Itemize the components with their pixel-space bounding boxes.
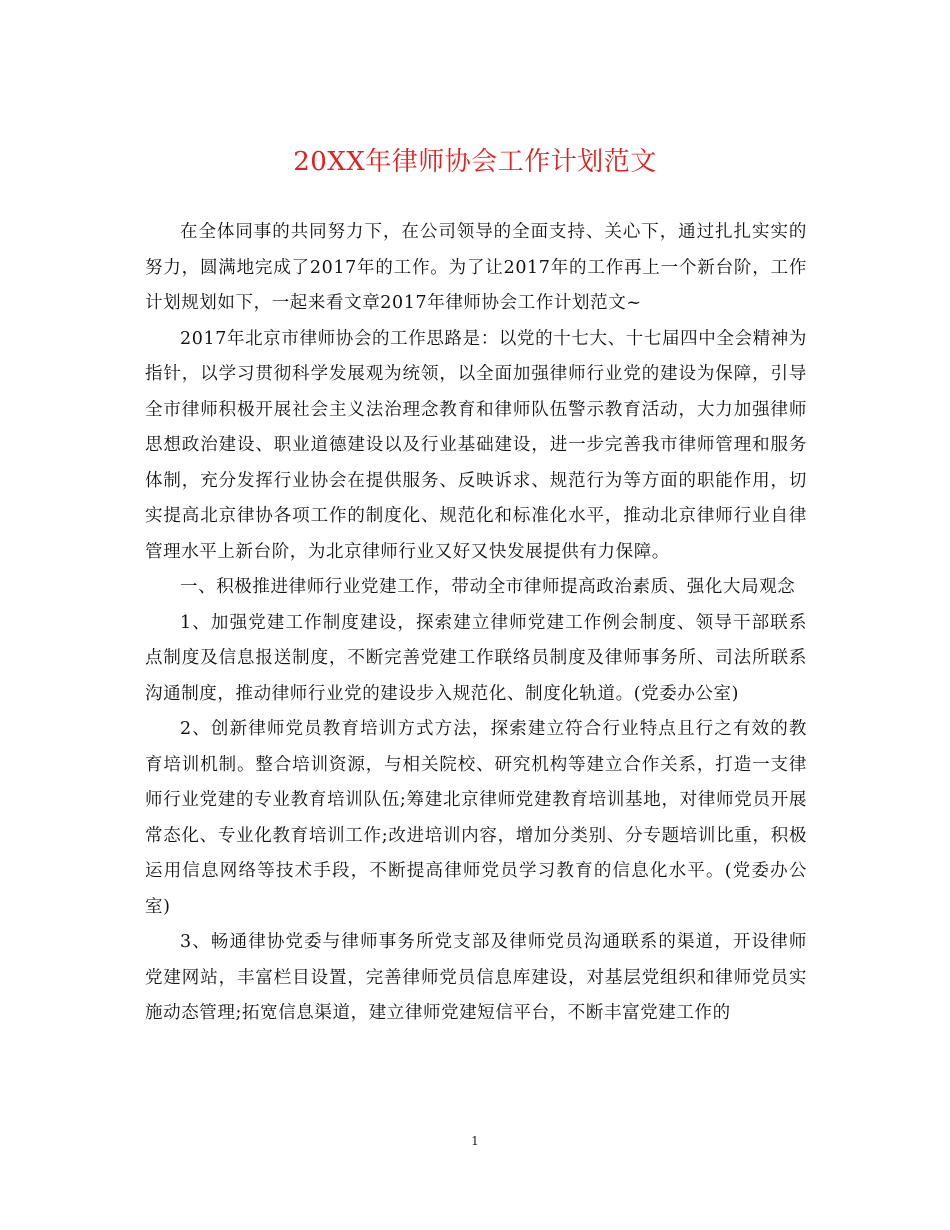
- document-body: [145, 215, 807, 1032]
- paragraph-item-3: 3、畅通律协党委与律师事务所党支部及律师党员沟通联系的渠道，开设律师党建网站，丰富栏目设置，完善律师党员信息库建设，对基层党组织和律师党员实施动态管理;拓宽信息渠道，建立律师党建短信平台，不断丰富党建工作的: [145, 932, 807, 1023]
- section-heading-party-building: 一、积极推进律师行业党建工作，带动全市律师提高政治素质、强化大局观念: [180, 577, 796, 597]
- document-title: 20XX年律师协会工作计划范文: [293, 147, 657, 177]
- paragraph-item-1: 1、加强党建工作制度建设，探索建立律师党建工作例会制度、领导干部联系点制度及信息报送制度，不断完善党建工作联络员制度及律师事务所、司法所联系沟通制度，推动律师行业党的建设步入规范化、制度化轨道。(党委办公室): [145, 612, 807, 704]
- page-number: 1: [471, 1134, 479, 1148]
- paragraph-work-approach: 2017年北京市律师协会的工作思路是：以党的十七大、十七届四中全会精神为指针，以学习贯彻科学发展观为统领，以全面加强律师行业党的建设为保障，引导全市律师积极开展社会主义法治理念教育和律师队伍警示教育活动，大力加强律师思想政治建设、职业道德建设以及行业基础建设，进一步完善我市律师管理和服务体制，充分发挥行业协会在提供服务、反映诉求、规范行为等方面的职能作用，切实提高北京律协各项工作的制度化、规范化和标准化水平，推动北京律师行业自律管理水平上新台阶，为北京律师行业又好又快发展提供有力保障。: [145, 328, 807, 562]
- paragraph-intro: 在全体同事的共同努力下，在公司领导的全面支持、关心下，通过扎扎实实的努力，圆满地完成了2017年的工作。为了让2017年的工作再上一个新台阶，工作计划规划如下，一起来看文章2017年律师协会工作计划范文~: [145, 222, 807, 313]
- paragraph-item-2: 2、创新律师党员教育培训方式方法，探索建立符合行业特点且行之有效的教育培训机制。整合培训资源，与相关院校、研究机构等建立合作关系，打造一支律师行业党建的专业教育培训队伍;筹建北京律师党建教育培训基地，对律师党员开展常态化、专业化教育培训工作;改进培训内容，增加分类别、分专题培训比重，积极运用信息网络等技术手段，不断提高律师党员学习教育的信息化水平。(党委办公室): [145, 719, 807, 917]
